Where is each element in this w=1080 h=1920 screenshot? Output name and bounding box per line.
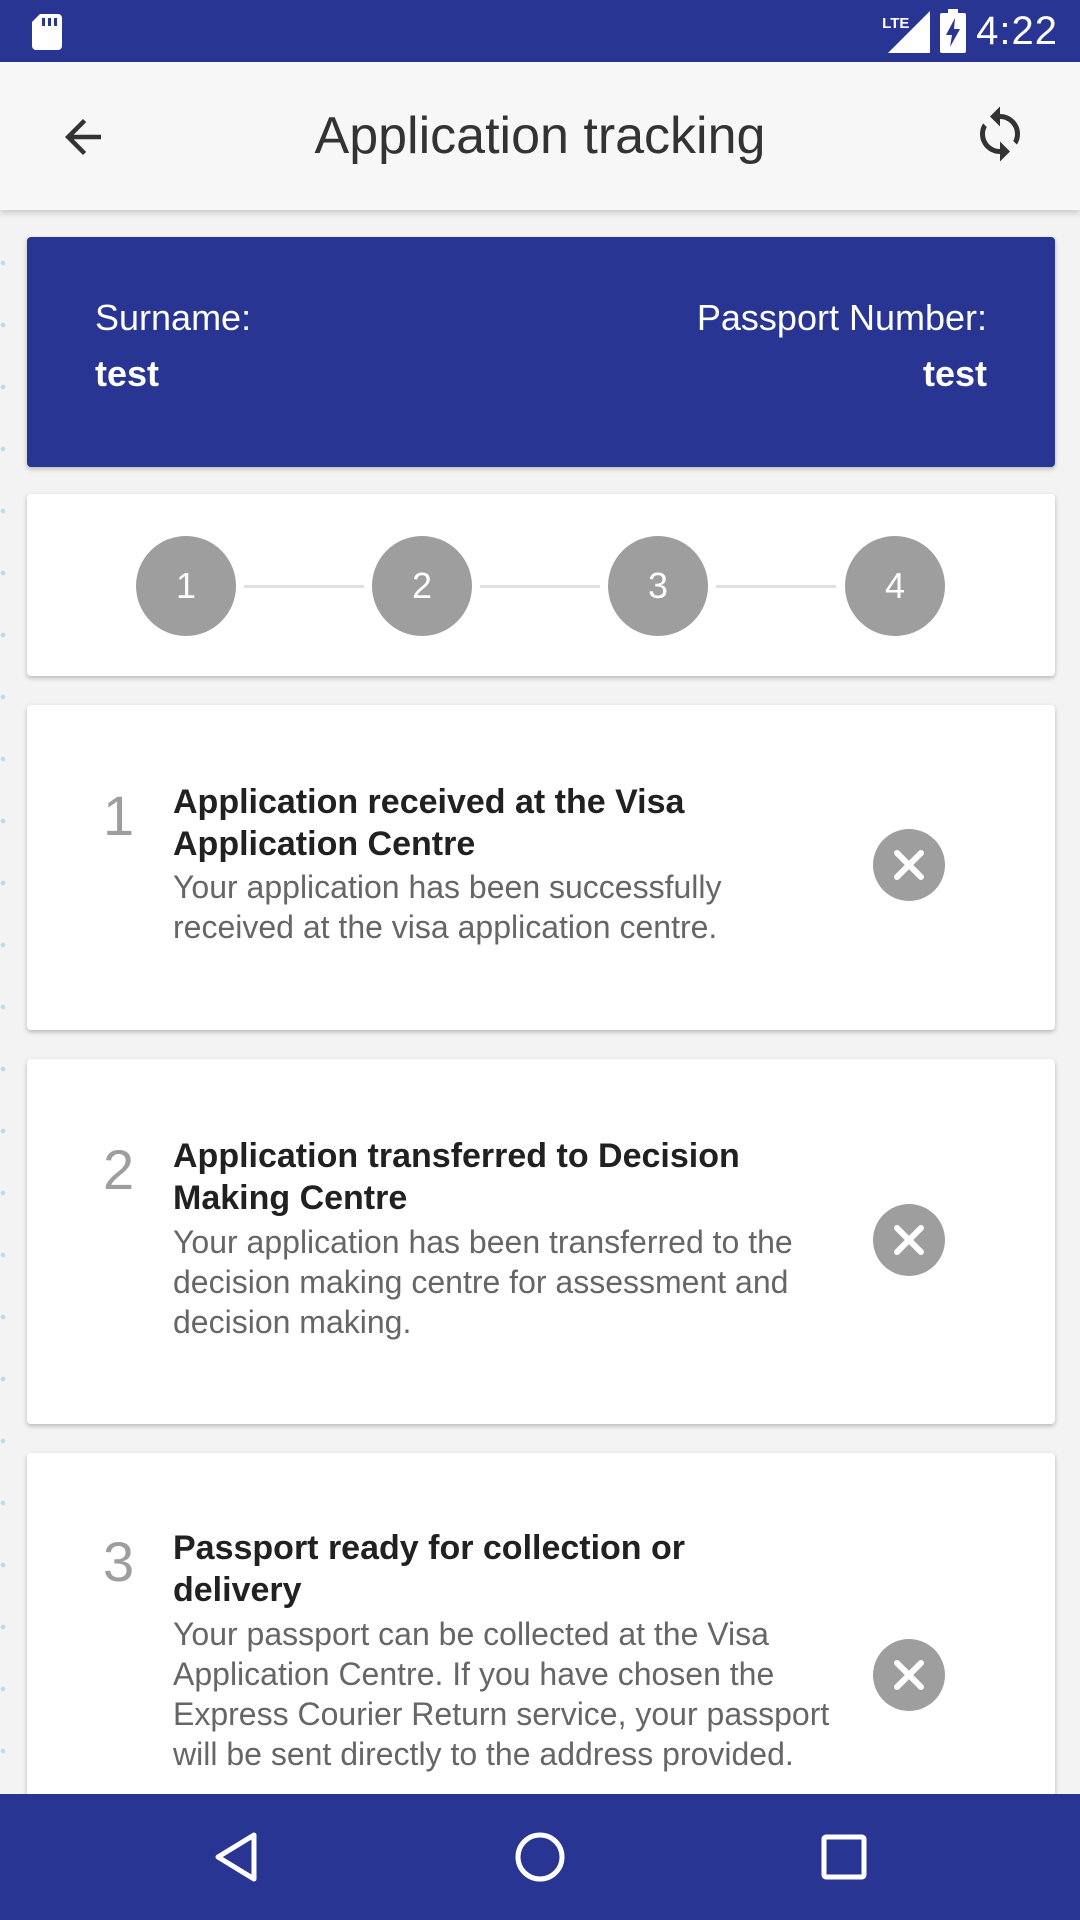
status-description: Your application has been transferred to the decision making centre for assessment and decision making. xyxy=(173,1224,793,1340)
step-2[interactable]: 2 xyxy=(372,536,472,636)
passport-number-value: test xyxy=(922,353,987,394)
status-card-3 xyxy=(27,1453,1055,1853)
back-triangle-icon[interactable] xyxy=(206,1827,266,1887)
step-connector xyxy=(244,585,364,588)
progress-stepper xyxy=(27,494,1055,676)
system-nav-bar xyxy=(0,1794,1080,1920)
status-title: Application received at the Visa Application Centre xyxy=(173,783,685,863)
status-number: 1 xyxy=(103,784,135,847)
cancel-icon xyxy=(873,829,945,901)
status-number: 2 xyxy=(103,1138,135,1201)
sd-card-icon xyxy=(32,14,62,50)
status-bar xyxy=(0,0,1080,62)
status-description: Your application has been successfully received at the visa application centre. xyxy=(173,869,722,945)
surname-value: test xyxy=(95,353,160,394)
cancel-icon xyxy=(873,1204,945,1276)
clock: 4:22 xyxy=(976,8,1058,53)
status-card-2 xyxy=(27,1059,1055,1424)
step-connector xyxy=(480,585,600,588)
status-title: Passport ready for collection or delivery xyxy=(173,1529,686,1609)
step-3[interactable]: 3 xyxy=(608,536,708,636)
network-type: LTE xyxy=(882,15,910,32)
step-4[interactable]: 4 xyxy=(845,536,945,636)
applicant-info-card xyxy=(27,237,1055,467)
recents-square-icon[interactable] xyxy=(814,1827,874,1887)
left-edge-decoration xyxy=(0,210,6,1794)
refresh-icon[interactable] xyxy=(970,104,1030,164)
signal-icon xyxy=(882,9,930,53)
step-1[interactable]: 1 xyxy=(136,536,236,636)
cancel-icon xyxy=(873,1639,945,1711)
status-card-1 xyxy=(27,705,1055,1030)
status-number: 3 xyxy=(103,1530,135,1593)
surname-label: Surname: xyxy=(95,297,252,338)
status-description: Your passport can be collected at the Visa Application Centre. If you have chosen the Express Courier Return service, your passport will be sent directly to the address provided. xyxy=(173,1616,830,1772)
app-bar xyxy=(0,62,1080,210)
passport-number-label: Passport Number: xyxy=(696,297,987,338)
page-title: Application tracking xyxy=(314,107,766,165)
home-circle-icon[interactable] xyxy=(510,1827,570,1887)
step-connector xyxy=(716,585,836,588)
battery-charging-icon xyxy=(940,9,966,53)
status-title: Application transferred to Decision Making Centre xyxy=(173,1137,740,1217)
